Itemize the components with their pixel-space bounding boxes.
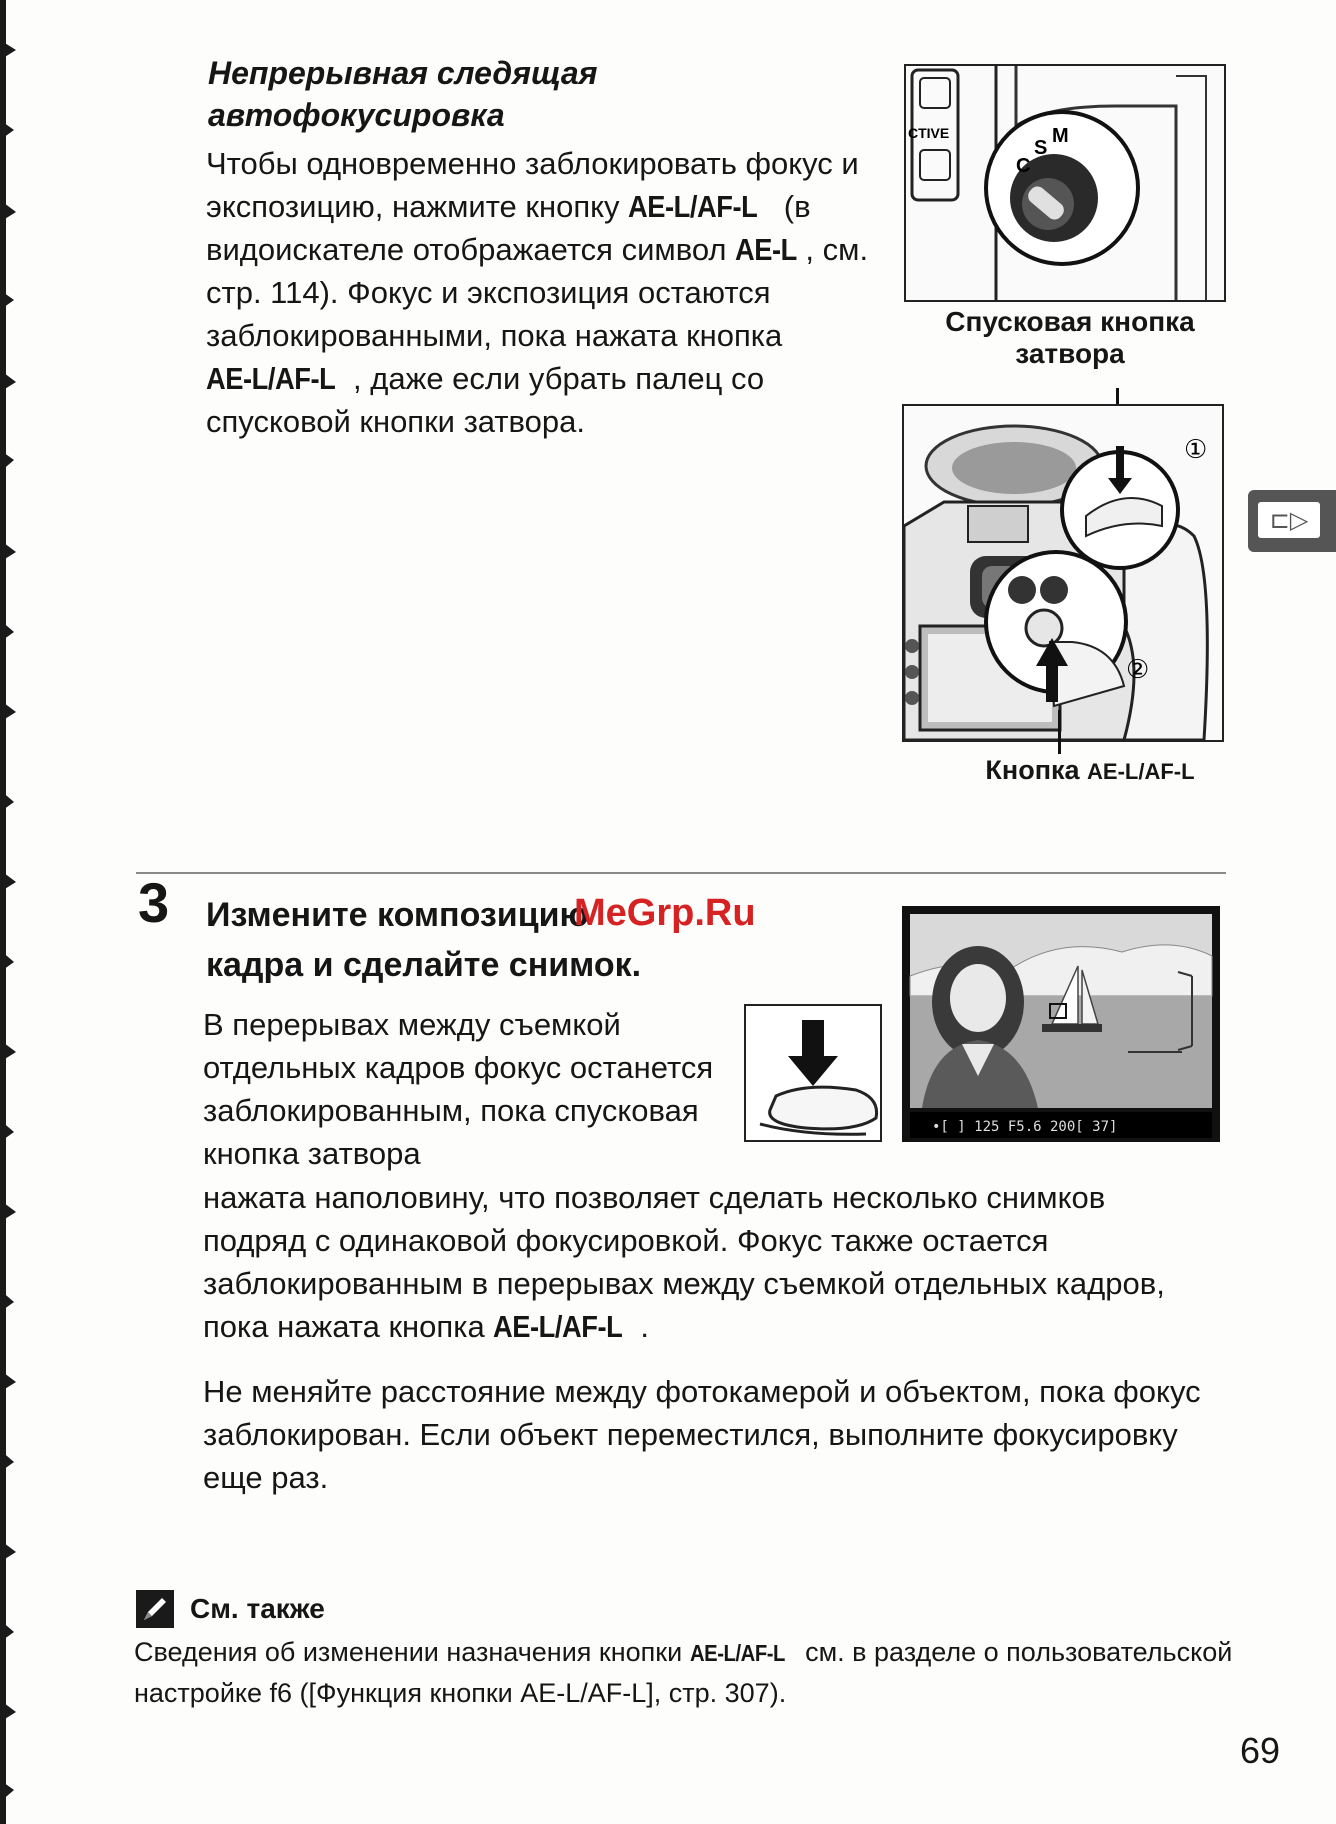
text: Чтобы одновременно заблокировать фокус и экспозицию, нажмите кнопку [206, 146, 859, 224]
dial-label-m: M [1052, 125, 1069, 147]
note-body [134, 1632, 1234, 1713]
viewfinder-illustration [902, 906, 1220, 1142]
caption-line1: Спусковая кнопка [945, 306, 1195, 337]
section-paragraph [206, 142, 886, 443]
note-title: См. также [190, 1593, 325, 1624]
step-title-line1: Измените композицию [206, 896, 589, 934]
pencil-icon [136, 1590, 174, 1628]
watermark: MeGrp.Ru [574, 892, 756, 934]
section-title-line1: Непрерывная следящая [208, 55, 598, 91]
caption-line2: затвора [1015, 338, 1125, 369]
step-paragraph: Не меняйте расстояние между фотокамерой и объектом, пока фокус заблокирован. Если объект переместился, выполните фокусировку еще раз. [203, 1374, 1201, 1495]
ae-l-label: AE-L [735, 232, 797, 267]
caption-text: Кнопка [985, 755, 1088, 785]
section-title [208, 52, 848, 136]
text: , даже если убрать палец со спусковой кнопки затвора. [206, 361, 765, 439]
binding-edge [0, 0, 22, 1824]
text: . [640, 1309, 649, 1344]
focus-mode-dial-illustration [904, 64, 1226, 302]
step-title-line2: кадра и сделайте снимок. [206, 946, 642, 984]
leader-line [1058, 710, 1061, 754]
chapter-tab [1248, 490, 1336, 552]
page-number: 69 [1240, 1730, 1281, 1771]
ae-l-af-l-button-caption [940, 755, 1240, 786]
ae-l-af-l-label: AE-L/AF-L [628, 189, 758, 224]
marker-1: ① [1184, 435, 1208, 465]
step-paragraph [203, 1176, 1203, 1348]
text: см. в разделе о пользовательской настройке f6 ([Функция кнопки AE-L/AF-L], стр. 307). [134, 1637, 1233, 1708]
dial-label-s: S [1034, 137, 1048, 159]
marker-2: ② [1126, 655, 1150, 685]
text: (в видоискателе отображается символ [206, 189, 811, 267]
text: нажата наполовину, что позволяет сделать несколько снимков подряд с одинаковой фокусировкой. Фокус также остается заблокированным в перерывах между съемкой отдельных кадров, пока нажата кнопка [203, 1180, 1165, 1344]
ae-l-af-l-label: AE-L/AF-L [493, 1309, 623, 1344]
camera-back-illustration [902, 404, 1224, 742]
active-label: CTIVE [908, 125, 950, 141]
half-press-illustration [744, 1004, 882, 1142]
dial-label-c: C [1016, 155, 1031, 177]
text: Сведения об изменении назначения кнопки [134, 1637, 690, 1667]
section-title-line2: автофокусировка [208, 97, 505, 133]
shooting-mode-icon: ⊏▷ [1258, 502, 1320, 538]
ae-l-af-l-label: AE-L/AF-L [689, 1640, 785, 1666]
caption-button-name: AE-L/AF-L [1087, 759, 1195, 784]
section-divider [136, 872, 1226, 874]
ae-l-af-l-label: AE-L/AF-L [206, 361, 336, 396]
shutter-release-caption [900, 306, 1240, 370]
viewfinder-info: •[ ] 125 F5.6 200[ 37] [932, 1119, 1118, 1135]
step-number: 3 [138, 871, 170, 934]
text: , см. стр. 114). Фокус и экспозиция остаются заблокированными, пока нажата кнопка [206, 232, 869, 353]
step-paragraph: В перерывах между съемкой отдельных кадров фокус останется заблокированным, пока спусковая кнопка затвора [203, 1007, 714, 1171]
